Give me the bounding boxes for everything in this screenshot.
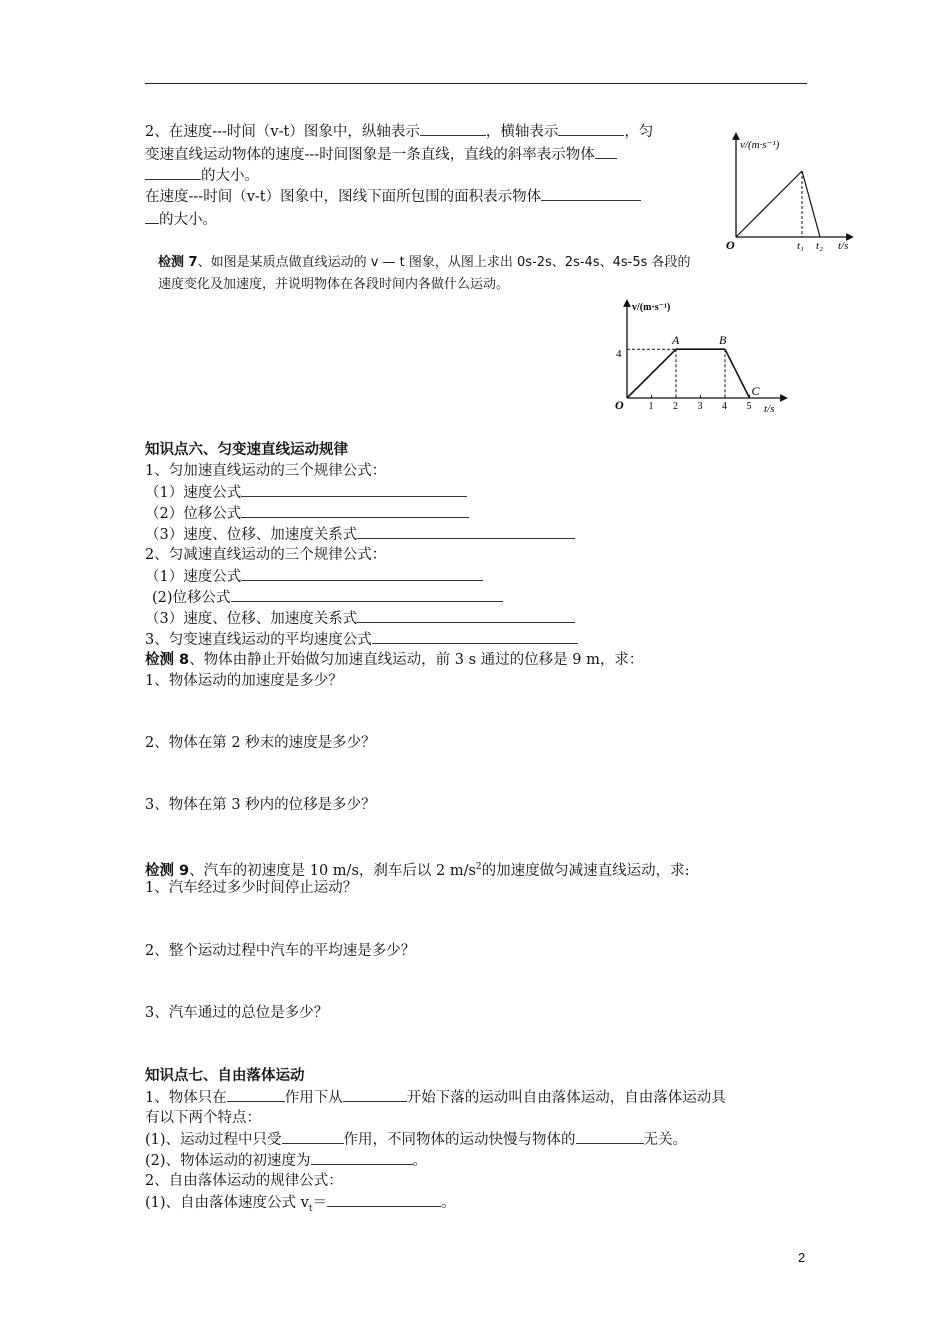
- kp6-line-6: [145, 566, 483, 587]
- text: 开始下落的运动叫自由落体运动，自由落体运动具: [406, 1090, 726, 1106]
- text: (1)、运动过程中只受: [145, 1132, 282, 1148]
- point-label: C: [751, 384, 760, 398]
- blank-field: [311, 1150, 413, 1165]
- t1-label: t₁: [797, 240, 804, 252]
- y-axis-label: v/(m·s⁻¹): [740, 139, 780, 151]
- check9-question-2: 2、整个运动过程中汽车的平均速是多少？: [145, 943, 416, 959]
- text: ＝: [312, 1195, 327, 1211]
- blank-field: [343, 1087, 407, 1102]
- vt-line-2: [145, 144, 617, 165]
- blank-field: [241, 503, 469, 518]
- vt-line-4: [145, 186, 641, 207]
- x-tick-label: 5: [746, 401, 752, 412]
- text: (1)、自由落体速度公式 v: [145, 1195, 309, 1211]
- decel-line: [802, 171, 820, 237]
- text: 、如图是某质点做直线运动的 v — t 图象，从图上求出 0s-2s、2s-4s、4s-5s 各段的: [197, 255, 691, 270]
- text: 。: [412, 1153, 428, 1169]
- text: 速度变化及加速度，并说明物体在各段时间内各做什么运动。: [158, 277, 510, 292]
- kp6-line-3: [145, 503, 469, 524]
- blank-field: [282, 1129, 344, 1144]
- accel-line: [736, 171, 802, 237]
- blank-field: [357, 524, 575, 539]
- kp6-line-9: [145, 629, 578, 650]
- text: （1）速度公式: [145, 485, 242, 501]
- kp6-line-1: 1、匀加速直线运动的三个规律公式：: [145, 463, 387, 479]
- blank-field: [576, 1129, 644, 1144]
- check8-question-2: 2、物体在第 2 秒末的速度是多少？: [145, 735, 376, 751]
- blank-field: [420, 121, 486, 136]
- kp7-line-4: [145, 1150, 427, 1171]
- check9-question-3: 3、汽车通过的总位是多少？: [145, 1005, 329, 1021]
- series-segment: [725, 349, 750, 398]
- text: 作用下从: [284, 1090, 343, 1106]
- check8-line: [145, 650, 643, 670]
- subscript: t: [308, 1203, 313, 1214]
- blank-field: [231, 587, 503, 602]
- blank-field: [327, 1192, 441, 1207]
- kp6-line-5: 2、匀减速直线运动的三个规律公式：: [145, 547, 387, 563]
- x-tick-label: 3: [697, 401, 703, 412]
- text: （2）位移公式: [145, 506, 242, 522]
- y-axis-label: v/(m·s⁻¹): [632, 302, 671, 313]
- kp6-line-7: [152, 587, 503, 608]
- text: 变速直线运动物体的速度---时间图象是一条直线，直线的斜率表示物体: [145, 147, 595, 163]
- x-axis-label: t/s: [838, 240, 849, 252]
- text: 3、匀变速直线运动的平均速度公式: [145, 632, 372, 648]
- blank-field: [595, 144, 617, 159]
- vt-line-3: [145, 165, 259, 186]
- kp7-line-1: [145, 1087, 726, 1108]
- text: ，横轴表示: [485, 124, 559, 140]
- kp6-line-4: [145, 524, 575, 545]
- blank-field: [241, 482, 467, 497]
- kp7-title: 知识点七、自由落体运动: [145, 1068, 305, 1084]
- vt-graph-2: [612, 295, 792, 420]
- check7-line-2: [158, 275, 509, 295]
- text: 1、物体只在: [145, 1090, 227, 1106]
- check-label: 检测 8: [145, 652, 190, 668]
- kp7-line-2: 有以下两个特点：: [145, 1110, 261, 1126]
- origin-label: O: [615, 398, 624, 412]
- text: 作用，不同物体的运动快慢与物体的: [343, 1132, 576, 1148]
- blank-field: [227, 1087, 285, 1102]
- t2-label: t₂: [816, 240, 823, 252]
- y-tick-label: 4: [616, 348, 622, 360]
- check-label: 检测 9: [145, 862, 190, 879]
- x-tick-label: 2: [673, 401, 678, 412]
- kp7-line-6: [145, 1192, 455, 1219]
- blank-field: [241, 566, 483, 581]
- origin-label: O: [726, 238, 735, 252]
- check8-question-1: 1、物体运动的加速度是多少？: [145, 673, 343, 689]
- kp6-title: 知识点六、匀变速直线运动规律: [145, 442, 348, 458]
- check7-line-1: [158, 253, 691, 273]
- vt-line-1: [145, 121, 653, 142]
- page-number: 2: [798, 1250, 806, 1265]
- text: 。: [440, 1195, 456, 1211]
- kp7-line-5: 2、自由落体运动的规律公式：: [145, 1173, 343, 1189]
- kp6-line-8: [145, 608, 575, 629]
- text: 在速度---时间（v-t）图象中，图线下面所包围的面积表示物体: [145, 189, 542, 205]
- blank-field: [372, 629, 578, 644]
- x-tick-label: 1: [648, 401, 654, 412]
- text: 、物体由静止开始做匀加速直线运动，前 3 s 通过的位移是 9 m，求：: [189, 652, 644, 668]
- text: ，匀: [624, 124, 654, 140]
- blank-field: [145, 165, 201, 180]
- kp7-line-3: [145, 1129, 687, 1150]
- blank-field: [541, 186, 641, 201]
- vt-graph-1: [722, 128, 862, 253]
- text: 的大小。: [201, 168, 259, 184]
- text: 无关。: [643, 1132, 688, 1148]
- text: 的大小。: [159, 212, 217, 228]
- blank-field: [357, 608, 575, 623]
- text: （1）速度公式: [145, 569, 242, 585]
- text: 2、在速度---时间（v-t）图象中，纵轴表示: [145, 124, 420, 140]
- vt-line-5: [145, 209, 217, 230]
- check-label: 检测 7: [158, 255, 198, 270]
- text: （3）速度、位移、加速度关系式: [145, 527, 358, 543]
- x-tick-label: 4: [722, 401, 727, 412]
- blank-field: [558, 121, 624, 136]
- blank-field: [145, 209, 159, 224]
- text: (2)、物体运动的初速度为: [145, 1153, 311, 1169]
- series-segment: [627, 349, 676, 398]
- superscript: 2: [475, 862, 482, 872]
- text: 、汽车的初速度是 10 m/s，刹车后以 2 m/s: [189, 862, 476, 879]
- text: 的加速度做匀减速直线运动，求:: [481, 862, 690, 879]
- x-axis-label: t/s: [764, 403, 775, 415]
- point-label: A: [672, 333, 680, 348]
- check8-question-3: 3、物体在第 3 秒内的位移是多少？: [145, 797, 376, 813]
- check9-question-1: 1、汽车经过多少时间停止运动？: [145, 880, 358, 896]
- kp6-line-2: [145, 482, 467, 503]
- text: （3）速度、位移、加速度关系式: [145, 611, 358, 627]
- point-label: B: [719, 333, 727, 348]
- header-rule: [145, 83, 807, 84]
- text: (2)位移公式: [152, 590, 231, 606]
